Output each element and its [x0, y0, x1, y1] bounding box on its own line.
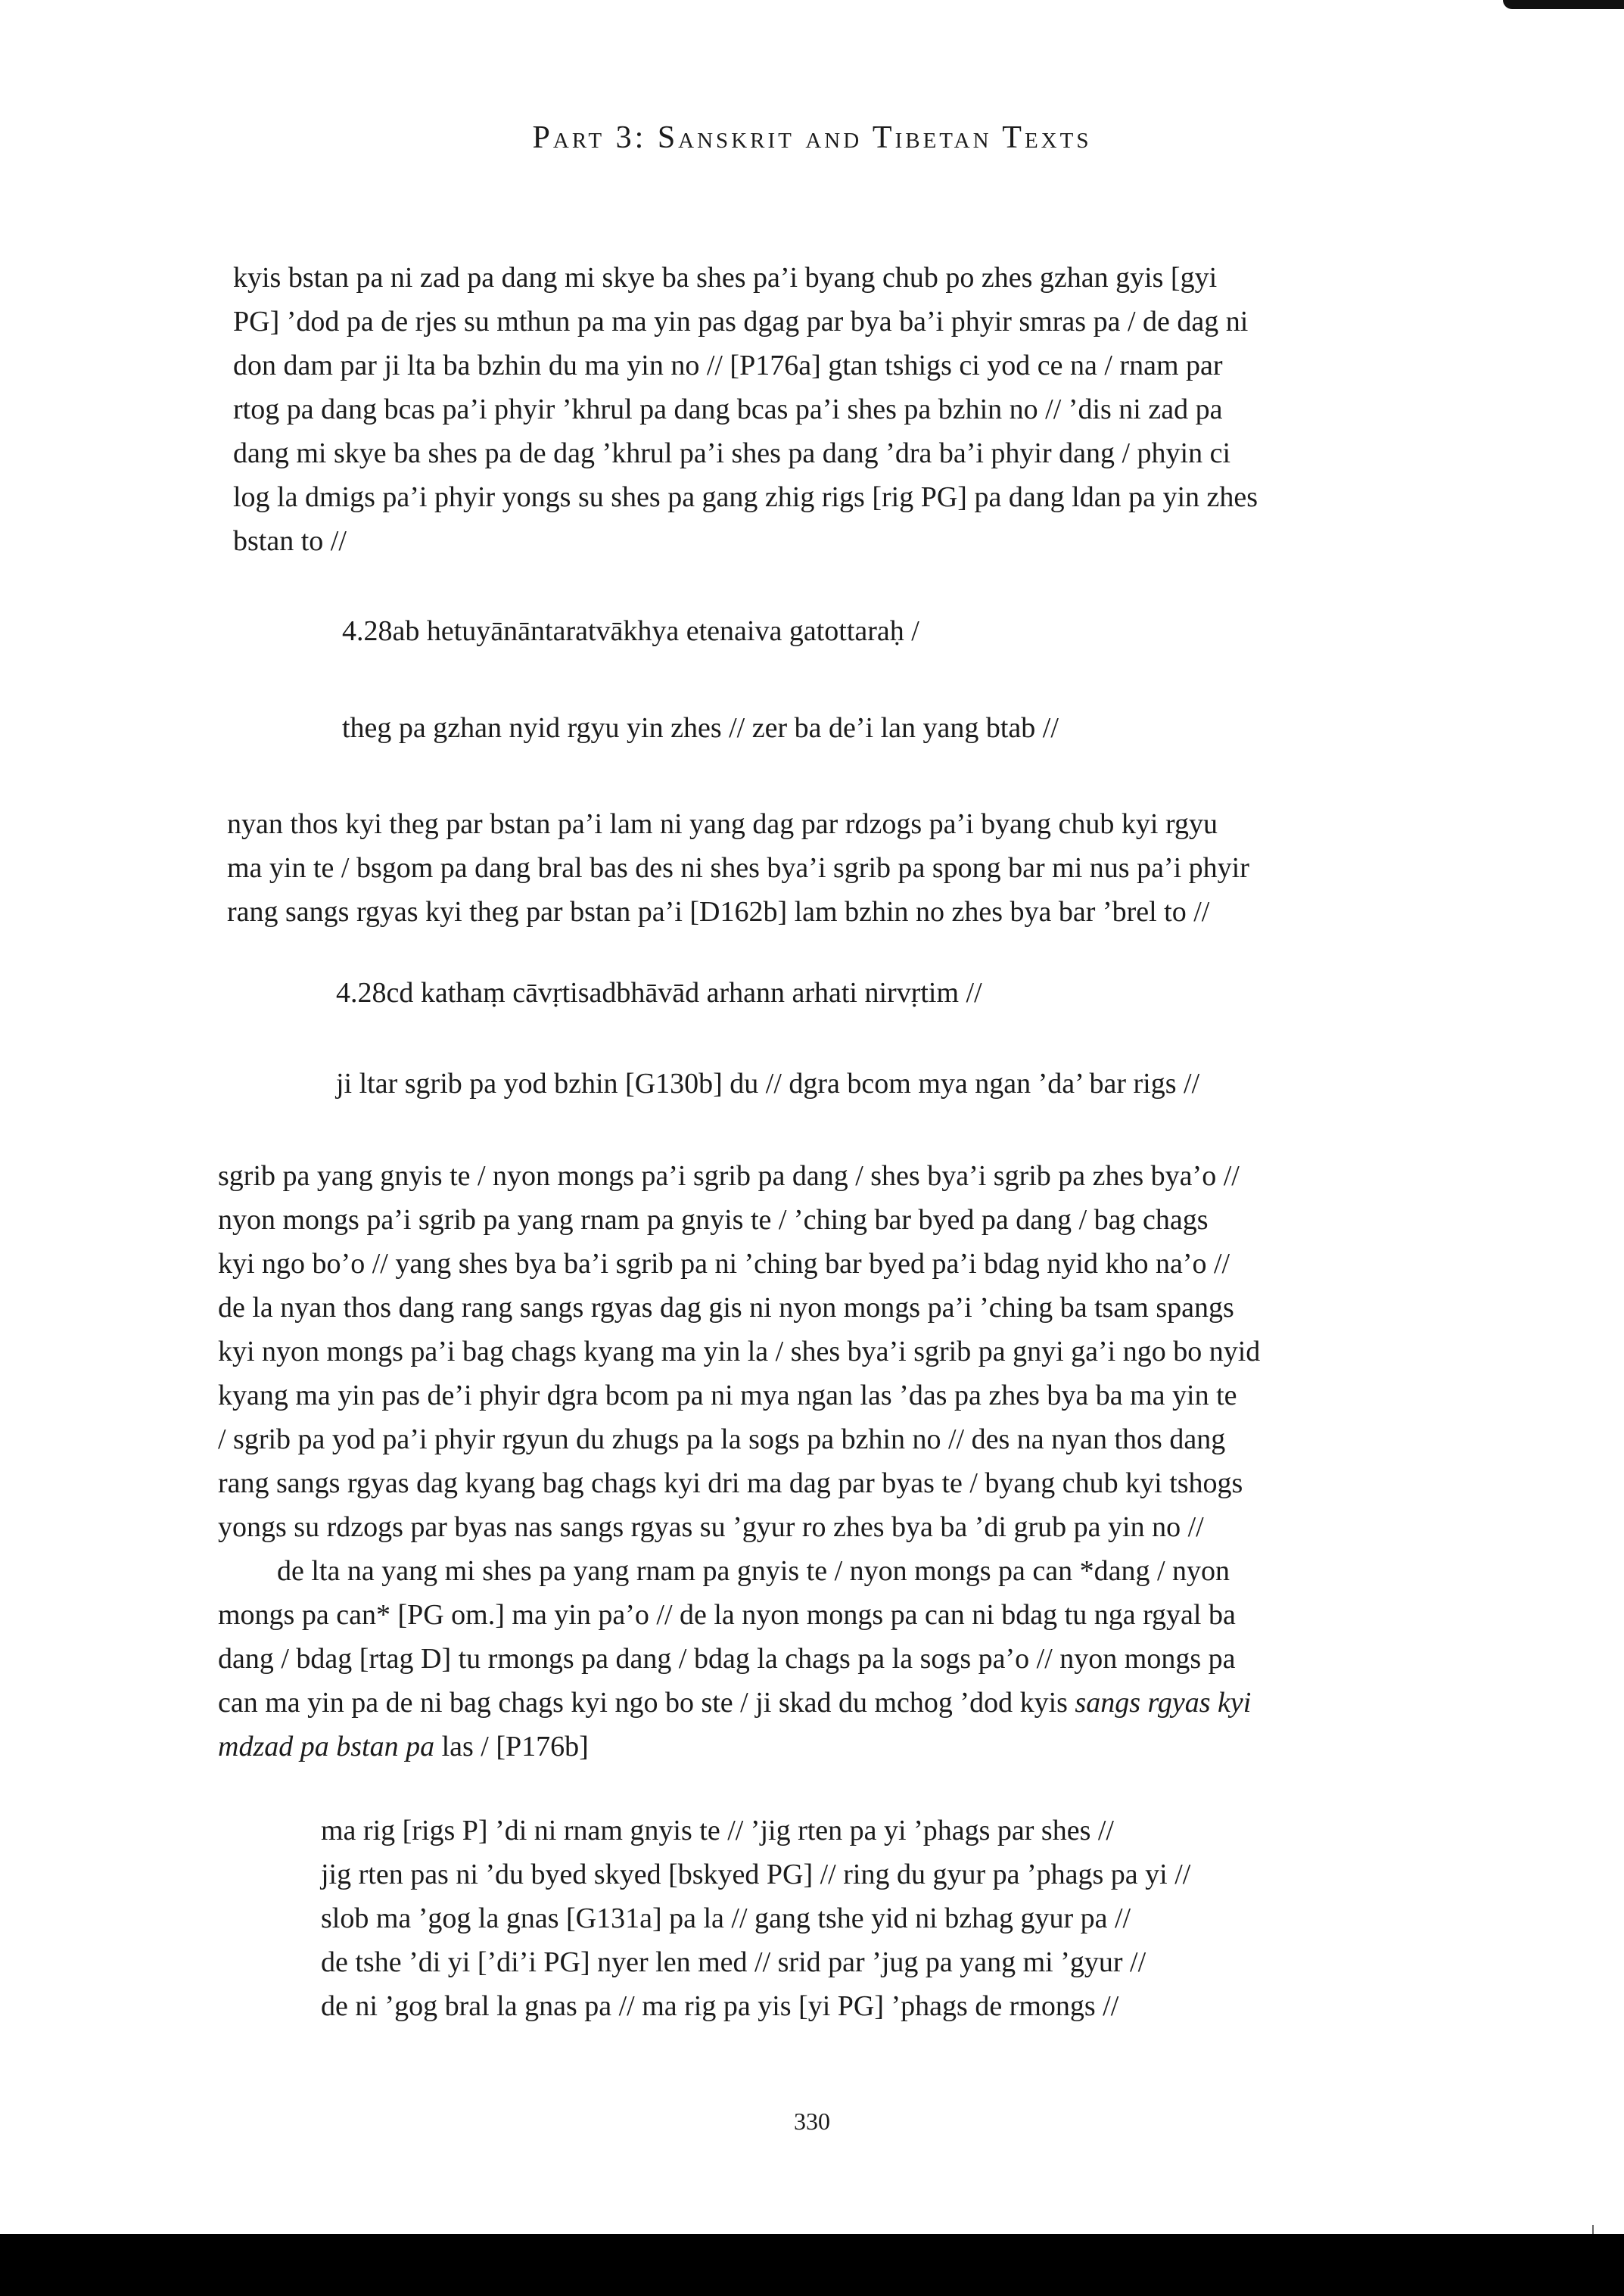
text-line: log la dmigs pa’i phyir yongs su shes pa gang zhig rigs [rig PG] pa dang ldan pa yin zhes: [233, 481, 1258, 513]
verse-4-28cd: 4.28cd kathaṃ cāvṛtisadbhāvād arhann arhati nirvṛtim //: [336, 977, 982, 1009]
paragraph-3: [218, 1154, 1260, 1769]
text-span: las / [P176b]: [434, 1731, 589, 1762]
verse-block: [321, 1809, 1190, 2028]
text-line: sgrib pa yang gnyis te / nyon mongs pa’i sgrib pa dang / shes bya’i sgrib pa zhes bya’o //: [218, 1160, 1240, 1192]
text-line: nyon mongs pa’i sgrib pa yang rnam pa gnyis te / ’ching bar byed pa dang / bag chags: [218, 1204, 1209, 1236]
text-line: de lta na yang mi shes pa yang rnam pa gnyis te / nyon mongs pa can *dang / nyon: [277, 1555, 1230, 1587]
verse-tibetan-1: theg pa gzhan nyid rgyu yin zhes // zer ba de’i lan yang btab //: [342, 712, 1059, 744]
text-line: kyi ngo bo’o // yang shes bya ba’i sgrib pa ni ’ching bar byed pa’i bdag nyid kho na’o //: [218, 1248, 1230, 1280]
paragraph-1: [233, 256, 1258, 563]
text-line: rang sangs rgyas dag kyang bag chags kyi dri ma dag par byas te / byang chub kyi tshogs: [218, 1467, 1243, 1499]
text-line: kyis bstan pa ni zad pa dang mi skye ba shes pa’i byang chub po zhes gzhan gyis [gyi: [233, 262, 1218, 294]
text-line: bstan to //: [233, 525, 347, 557]
text-line: nyan thos kyi theg par bstan pa’i lam ni yang dag par rdzogs pa’i byang chub kyi rgyu: [227, 808, 1218, 840]
text-line: [218, 1681, 1260, 1725]
text-line: yongs su rdzogs par byas nas sangs rgyas su ’gyur ro zhes bya ba ’di grub pa yin no //: [218, 1511, 1204, 1543]
work-title-italic: sangs rgyas kyi: [1075, 1687, 1252, 1719]
text-line: PG] ’dod pa de rjes su mthun pa ma yin pas dgag par bya ba’i phyir smras pa / de dag ni: [233, 306, 1249, 338]
verse-tibetan-2: ji ltar sgrib pa yod bzhin [G130b] du // dgra bcom mya ngan ’da’ bar rigs //: [336, 1068, 1200, 1100]
text-line: mongs pa can* [PG om.] ma yin pa’o // de la nyon mongs pa can ni bdag tu nga rgyal ba: [218, 1599, 1236, 1631]
text-line: don dam par ji lta ba bzhin du ma yin no // [P176a] gtan tshigs ci yod ce na / rnam par: [233, 350, 1223, 381]
text-line: / sgrib pa yod pa’i phyir rgyun du zhugs pa la sogs pa bzhin no // des na nyan thos dang: [218, 1423, 1226, 1455]
verse-line: de ni ’gog bral la gnas pa // ma rig pa yis [yi PG] ’phags de rmongs //: [321, 1990, 1119, 2022]
text-line: dang / bdag [rtag D] tu rmongs pa dang / bdag la chags pa la sogs pa’o // nyon mongs pa: [218, 1643, 1236, 1675]
text-line: ma yin te / bsgom pa dang bral bas des ni shes bya’i sgrib pa spong bar mi nus pa’i phyir: [227, 852, 1249, 884]
page-number: 330: [794, 2108, 830, 2135]
running-header: Part 3: Sanskrit and Tibetan Texts: [532, 120, 1092, 155]
verse-line: jig rten pas ni ’du byed skyed [bskyed PG] // ring du gyur pa ’phags pa yi //: [321, 1859, 1191, 1890]
paragraph-2: [227, 802, 1249, 934]
text-line: rtog pa dang bcas pa’i phyir ’khrul pa dang bcas pa’i shes pa bzhin no // ’dis ni zad pa: [233, 394, 1223, 425]
text-line: rang sangs rgyas kyi theg par bstan pa’i [D162b] lam bzhin no zhes bya bar ’brel to //: [227, 896, 1210, 928]
scan-artifact-corner: [1503, 0, 1624, 9]
text-line: de la nyan thos dang rang sangs rgyas dag gis ni nyon mongs pa’i ’ching ba tsam spangs: [218, 1292, 1234, 1324]
verse-line: ma rig [rigs P] ’di ni rnam gnyis te // ’jig rten pa yi ’phags par shes //: [321, 1815, 1114, 1846]
verse-line: slob ma ’gog la gnas [G131a] pa la // gang tshe yid ni bzhag gyur pa //: [321, 1902, 1131, 1934]
verse-line: de tshe ’di yi [’di’i PG] nyer len med // srid par ’jug pa yang mi ’gyur //: [321, 1946, 1146, 1978]
text-line: kyang ma yin pas de’i phyir dgra bcom pa ni mya ngan las ’das pa zhes bya ba ma yin te: [218, 1380, 1237, 1411]
text-span: can ma yin pa de ni bag chags kyi ngo bo ste / ji skad du mchog ’dod kyis: [218, 1687, 1068, 1719]
work-title-italic: mdzad pa bstan pa: [218, 1731, 435, 1762]
text-line: dang mi skye ba shes pa de dag ’khrul pa’i shes pa dang ’dra ba’i phyir dang / phyin ci: [233, 437, 1231, 469]
text-line: [218, 1725, 1260, 1769]
text-line: kyi nyon mongs pa’i bag chags kyang ma yin la / shes bya’i sgrib pa gnyi ga’i ngo bo nyid: [218, 1336, 1261, 1367]
verse-4-28ab: 4.28ab hetuyānāntaratvākhya etenaiva gatottaraḥ /: [342, 615, 919, 647]
scan-artifact-bottom-band: [0, 2234, 1624, 2296]
